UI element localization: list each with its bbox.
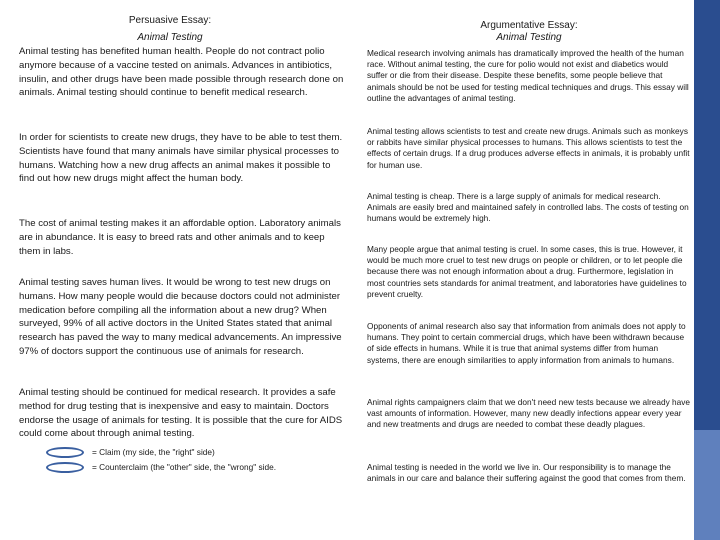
- argumentative-essay-title: Argumentative Essay:: [480, 20, 578, 31]
- accent-stripe-light: [694, 430, 720, 540]
- persuasive-paragraph: The cost of animal testing makes it an affordable option. Laboratory animals are in abundance. It is easy to breed rats and other animals and to keep them in labs.: [19, 218, 341, 257]
- persuasive-paragraph: Animal testing saves human lives. It would be wrong to test new drugs on humans. How many people would die because doctors could not administer medication before compiling all the information about a new drug? When surveyed, 99% of all active doctors in the United States stated that animal research has paved the way to many medical advancements. An impressive 97% of doctors support the continuous use of animals for research.: [19, 277, 342, 357]
- argumentative-essay-subtitle: Animal Testing: [496, 32, 562, 43]
- argumentative-paragraph: Opponents of animal research also say that information from animals does not apply to humans. They point to certain commercial drugs, which have been withdrawn because of side effects in humans. While it is true that animal systems differ from human systems, there are enough similarities to apply information from animals to humans.: [367, 321, 686, 365]
- legend-claim-label: = Claim (my side, the "right" side): [92, 447, 215, 457]
- persuasive-paragraph: Animal testing has benefited human health. People do not contract polio anymore because of a vaccine tested on animals. Advances in antibiotics, insulin, and other drugs have been made possible through research done on animals. Animal testing should continue to benefit medical research.: [19, 46, 344, 99]
- counterclaim-oval-icon: [46, 462, 84, 473]
- legend-claim: [46, 444, 215, 460]
- persuasive-essay-title: Persuasive Essay:: [128, 15, 212, 26]
- argumentative-paragraph: Animal testing allows scientists to test and create new drugs. Animals such as monkeys or rabbits have similar physical processes to humans. This allows scientists to test the effects of certain drugs. If a drug produces adverse effects in animals, it is probably unfit for human use.: [367, 126, 690, 170]
- legend-counterclaim-label: = Counterclaim (the "other" side, the "wrong" side.: [92, 462, 277, 472]
- claim-oval-icon: [46, 447, 84, 458]
- legend-counterclaim: [46, 459, 276, 475]
- persuasive-paragraph: Animal testing should be continued for medical research. It provides a safe method for drug testing that is inexpensive and easy to maintain. Doctors endorse the usage of animals for testing. It is possible that the cure for AIDS could come about through animal testing.: [19, 387, 343, 440]
- argumentative-paragraph: Animal testing is needed in the world we live in. Our responsibility is to manage the animals in our care and balance their suffering against the good that comes from them.: [367, 462, 686, 484]
- argumentative-paragraph: Medical research involving animals has dramatically improved the health of the human race. Without animal testing, the cure for polio would not exist and diabetics would suffer or die from their disease. Despite these benefits, some people believe that animals should be not be used for testing medical techniques and drugs. This essay will outline the advantages of animal testing.: [367, 48, 689, 103]
- persuasive-essay-subtitle: Animal Testing: [137, 32, 203, 43]
- persuasive-paragraph: In order for scientists to create new drugs, they have to be able to test them. Scientists have found that many animals have similar physical processes to humans. Watching how a new drug affects an animal makes it possible to find out how new drugs might affect the human body.: [19, 132, 343, 185]
- argumentative-paragraph: Many people argue that animal testing is cruel. In some cases, this is true. However, it would be much more cruel to test new drugs on people or children, or to let people die because there was not enough information about a drug. Furthermore, legislation in most countries sets standards for animal treatment, and laboratories have guidelines to prevent cruelty.: [367, 244, 687, 299]
- argumentative-paragraph: Animal rights campaigners claim that we don't need new tests because we already have vast amounts of information. However, many new deadly infections appear every year and new treatments and drugs are needed to combat these deadly plagues.: [367, 397, 691, 430]
- argumentative-paragraph: Animal testing is cheap. There is a large supply of animals for medical research. Animals are easily bred and maintained safely in controlled labs. The costs of testing on humans would be extremely high.: [367, 191, 689, 224]
